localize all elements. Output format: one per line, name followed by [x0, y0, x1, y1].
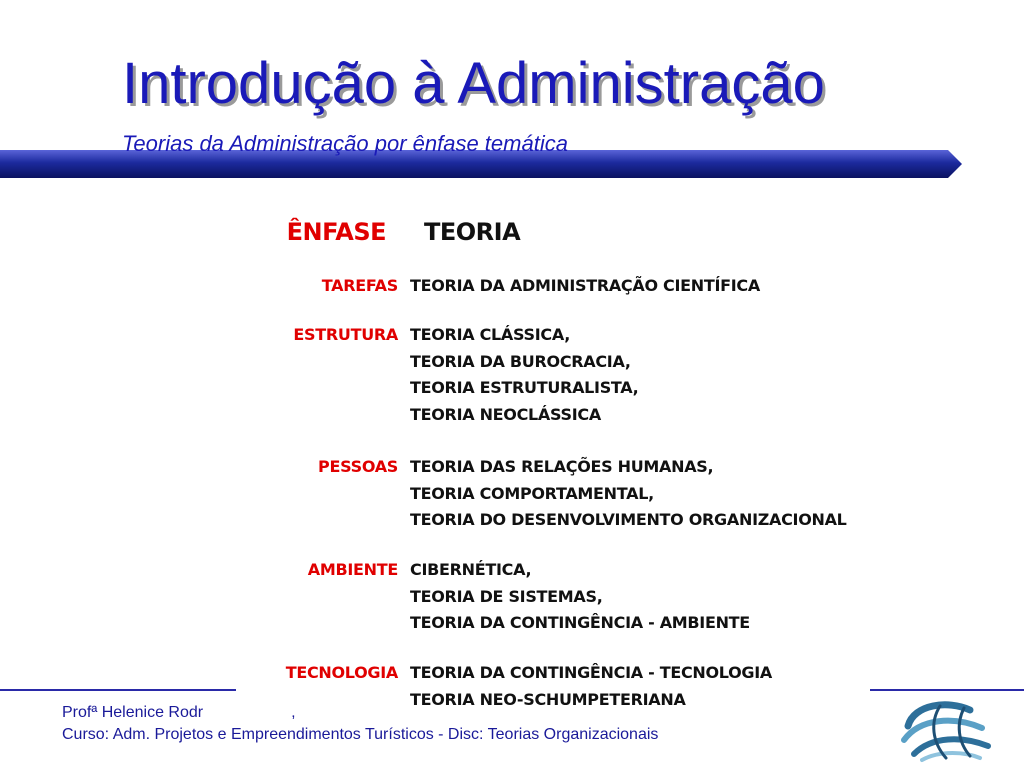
footer-author: Profª Helenice Rodr — [62, 704, 204, 721]
enfase-label: ESTRUTURA — [293, 325, 398, 344]
teoria-item: TEORIA DA CONTINGÊNCIA - TECNOLOGIA — [410, 663, 772, 682]
enfase-label: TAREFAS — [321, 276, 398, 295]
teoria-item: TEORIA DA ADMINISTRAÇÃO CIENTÍFICA — [410, 276, 760, 295]
teoria-item: TEORIA NEO-SCHUMPETERIANA — [410, 689, 686, 709]
blue-swirl-logo-icon — [900, 696, 996, 764]
teoria-list — [410, 663, 772, 716]
footer-course: Curso: Adm. Projetos e Empreendimentos Turísticos - Disc: Teorias Organizacionais — [62, 726, 659, 743]
teoria-list — [410, 457, 847, 537]
teoria-list — [410, 276, 760, 303]
header-enfase: ÊNFASE — [286, 218, 386, 246]
teoria-item: TEORIA DO DESENVOLVIMENTO ORGANIZACIONAL — [410, 510, 847, 529]
teoria-item: CIBERNÉTICA, — [410, 560, 532, 579]
slide-subtitle: Teorias da Administração por ênfase temática — [122, 131, 568, 156]
enfase-label: AMBIENTE — [307, 560, 398, 579]
header-teoria: TEORIA — [424, 218, 521, 246]
slide-title: Introdução à Administração — [122, 51, 825, 116]
enfase-label: TECNOLOGIA — [285, 663, 398, 682]
teoria-item: TEORIA DAS RELAÇÕES HUMANAS, — [410, 457, 714, 476]
teoria-item: TEORIA COMPORTAMENTAL, — [410, 483, 654, 503]
enfase-label: PESSOAS — [318, 457, 398, 476]
footer-rule-left — [0, 689, 236, 691]
teoria-item: TEORIA DA BUROCRACIA, — [410, 351, 631, 371]
teoria-item: TEORIA ESTRUTURALISTA, — [410, 378, 639, 397]
teoria-item: TEORIA CLÁSSICA, — [410, 325, 570, 344]
teoria-item: TEORIA DA CONTINGÊNCIA - AMBIENTE — [410, 613, 750, 632]
table-header — [262, 218, 862, 248]
enfase-teoria-table — [262, 208, 862, 712]
teoria-item: TEORIA DE SISTEMAS, — [410, 586, 603, 606]
teoria-list — [410, 325, 638, 431]
teoria-list — [410, 560, 750, 640]
footer-rule-right — [870, 689, 1024, 691]
teoria-item: TEORIA NEOCLÁSSICA — [410, 404, 601, 424]
footer-author-suffix: , — [291, 704, 296, 721]
